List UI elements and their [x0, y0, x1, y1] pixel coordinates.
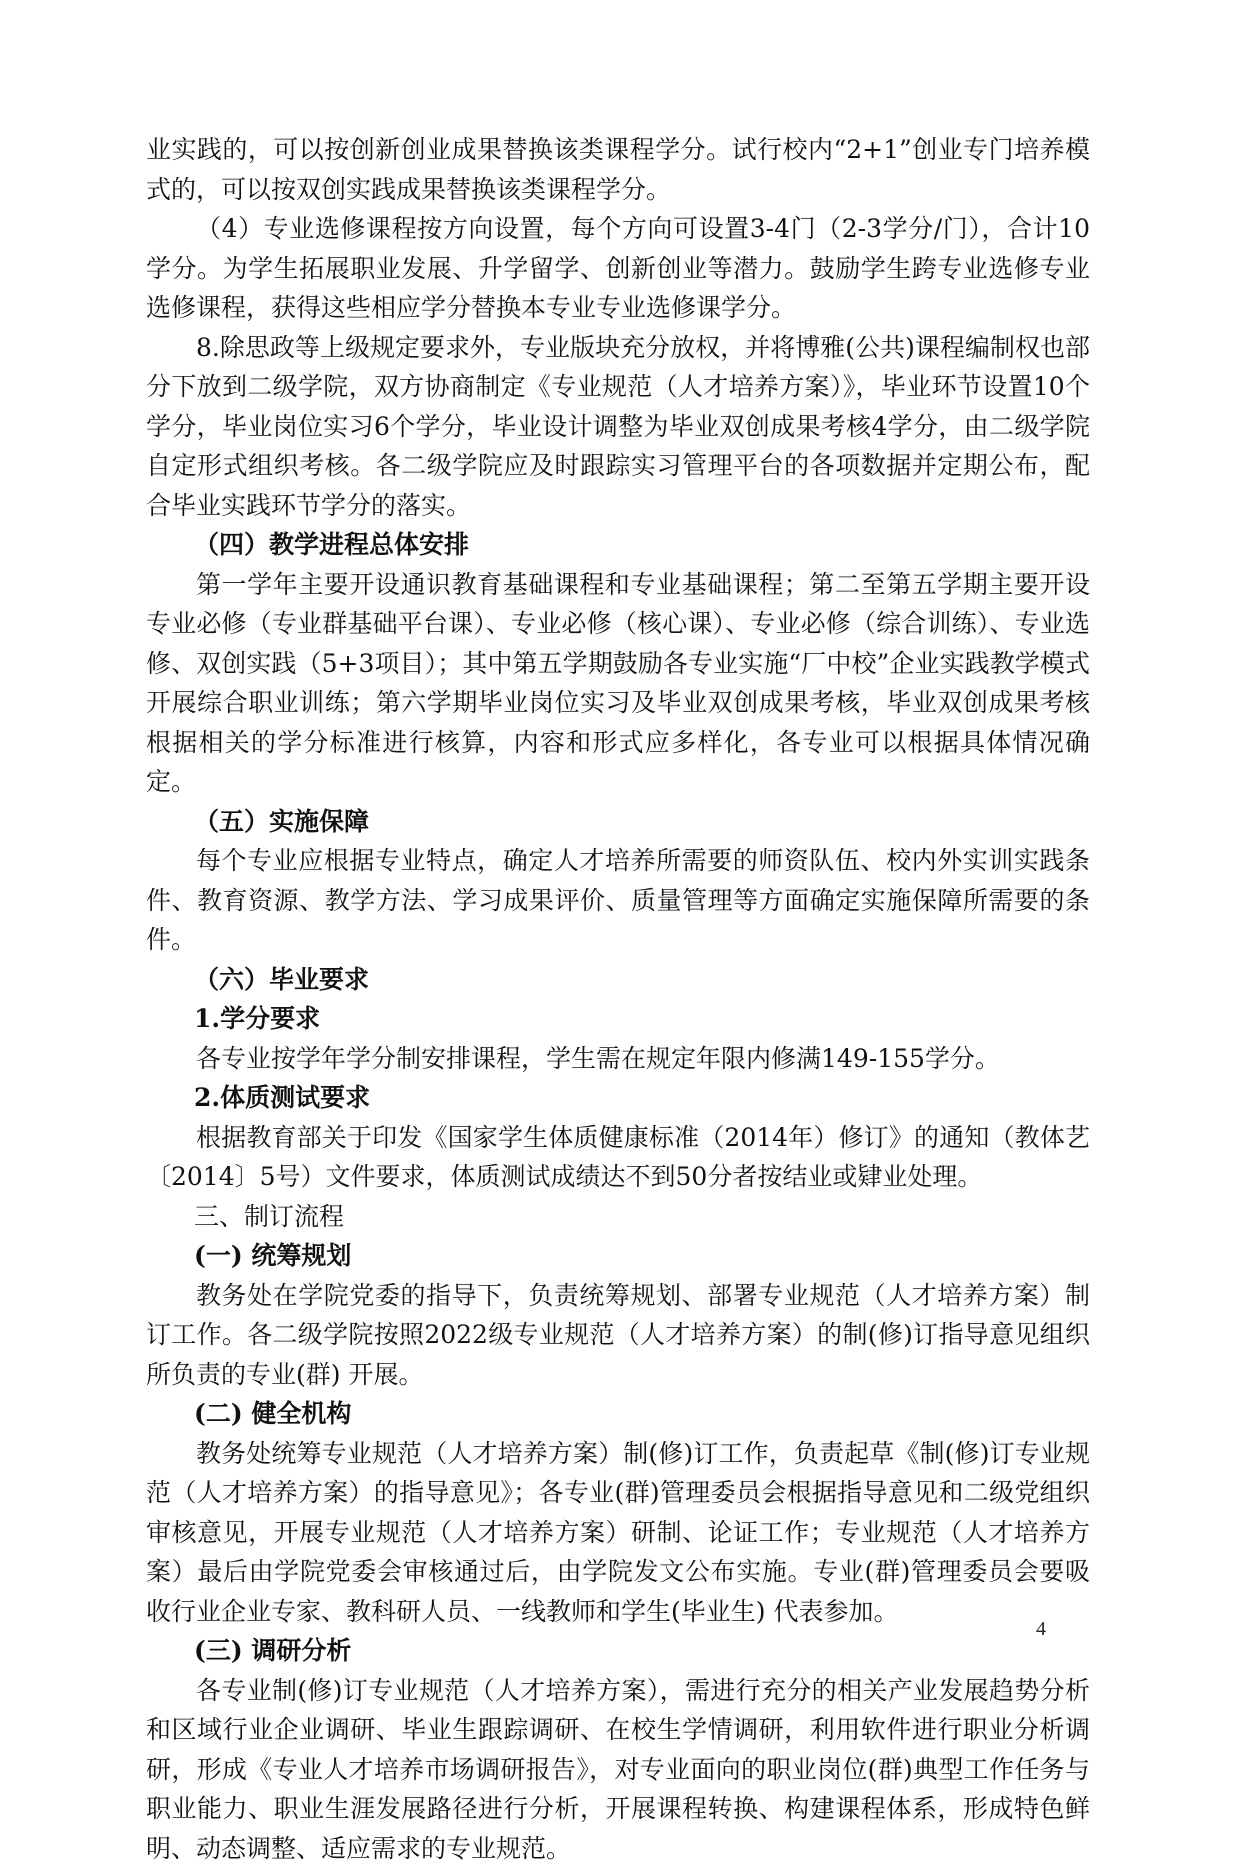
document-body — [146, 130, 1090, 1868]
paragraph-authority-delegation: 8.除思政等上级规定要求外，专业版块充分放权，并将博雅(公共)课程编制权也部分下放到二级学院，双方协商制定《专业规范（人才培养方案）》，毕业环节设置10个学分，毕业岗位实习6个学分，毕业设计调整为毕业双创成果考核4学分，由二级学院自定形式组织考核。各二级学院应及时跟踪实习管理平台的各项数据并定期公布，配合毕业实践环节学分的落实。 — [146, 328, 1090, 526]
heading-physical-test: 2.体质测试要求 — [146, 1078, 1090, 1118]
paragraph-overall-planning: 教务处在学院党委的指导下，负责统筹规划、部署专业规范（人才培养方案）制订工作。各二级学院按照2022级专业规范（人才培养方案）的制(修)订指导意见组织所负责的专业(群) 开展。 — [146, 1276, 1090, 1395]
paragraph-physical-test: 根据教育部关于印发《国家学生体质健康标准（2014年）修订》的通知（教体艺〔2014〕5号）文件要求，体质测试成绩达不到50分者按结业或肄业处理。 — [146, 1118, 1090, 1197]
heading-implementation-guarantee: （五）实施保障 — [146, 802, 1090, 842]
heading-research-analysis: (三) 调研分析 — [146, 1631, 1090, 1671]
paragraph-teaching-progress: 第一学年主要开设通识教育基础课程和专业基础课程；第二至第五学期主要开设专业必修（专业群基础平台课）、专业必修（核心课）、专业必修（综合训练）、专业选修、双创实践（5+3项目）；其中第五学期鼓励各专业实施“厂中校”企业实践教学模式开展综合职业训练；第六学期毕业岗位实习及毕业双创成果考核，毕业双创成果考核根据相关的学分标准进行核算，内容和形式应多样化，各专业可以根据具体情况确定。 — [146, 565, 1090, 802]
paragraph-credit-requirements: 各专业按学年学分制安排课程，学生需在规定年限内修满149-155学分。 — [146, 1039, 1090, 1079]
paragraph-elective-courses: （4）专业选修课程按方向设置，每个方向可设置3-4门（2-3学分/门），合计10学分。为学生拓展职业发展、升学留学、创新创业等潜力。鼓励学生跨专业选修专业选修课程，获得这些相应学分替换本专业专业选修课学分。 — [146, 209, 1090, 328]
paragraph-organization: 教务处统筹专业规范（人才培养方案）制(修)订工作，负责起草《制(修)订专业规范（人才培养方案）的指导意见》；各专业(群)管理委员会根据指导意见和二级党组织审核意见，开展专业规范（人才培养方案）研制、论证工作；专业规范（人才培养方案）最后由学院党委会审核通过后，由学院发文公布实施。专业(群)管理委员会要吸收行业企业专家、教科研人员、一线教师和学生(毕业生) 代表参加。 — [146, 1434, 1090, 1632]
paragraph-research-analysis: 各专业制(修)订专业规范（人才培养方案），需进行充分的相关产业发展趋势分析和区域行业企业调研、毕业生跟踪调研、在校生学情调研，利用软件进行职业分析调研，形成《专业人才培养市场调研报告》，对专业面向的职业岗位(群)典型工作任务与职业能力、职业生涯发展路径进行分析，开展课程转换、构建课程体系，形成特色鲜明、动态调整、适应需求的专业规范。 — [146, 1671, 1090, 1868]
paragraph-implementation-guarantee: 每个专业应根据专业特点，确定人才培养所需要的师资队伍、校内外实训实践条件、教育资源、教学方法、学习成果评价、质量管理等方面确定实施保障所需要的条件。 — [146, 841, 1090, 960]
paragraph-innovation-credit: 业实践的，可以按创新创业成果替换该类课程学分。试行校内“2+1”创业专门培养模式的，可以按双创实践成果替换该类课程学分。 — [146, 130, 1090, 209]
page-number: 4 — [1036, 1618, 1046, 1641]
heading-organization: (二) 健全机构 — [146, 1394, 1090, 1434]
heading-teaching-progress: （四）教学进程总体安排 — [146, 525, 1090, 565]
heading-credit-requirements: 1.学分要求 — [146, 999, 1090, 1039]
heading-overall-planning: (一) 统筹规划 — [146, 1236, 1090, 1276]
heading-graduation-requirements: （六）毕业要求 — [146, 960, 1090, 1000]
heading-formulation-process: 三、制订流程 — [146, 1197, 1090, 1237]
